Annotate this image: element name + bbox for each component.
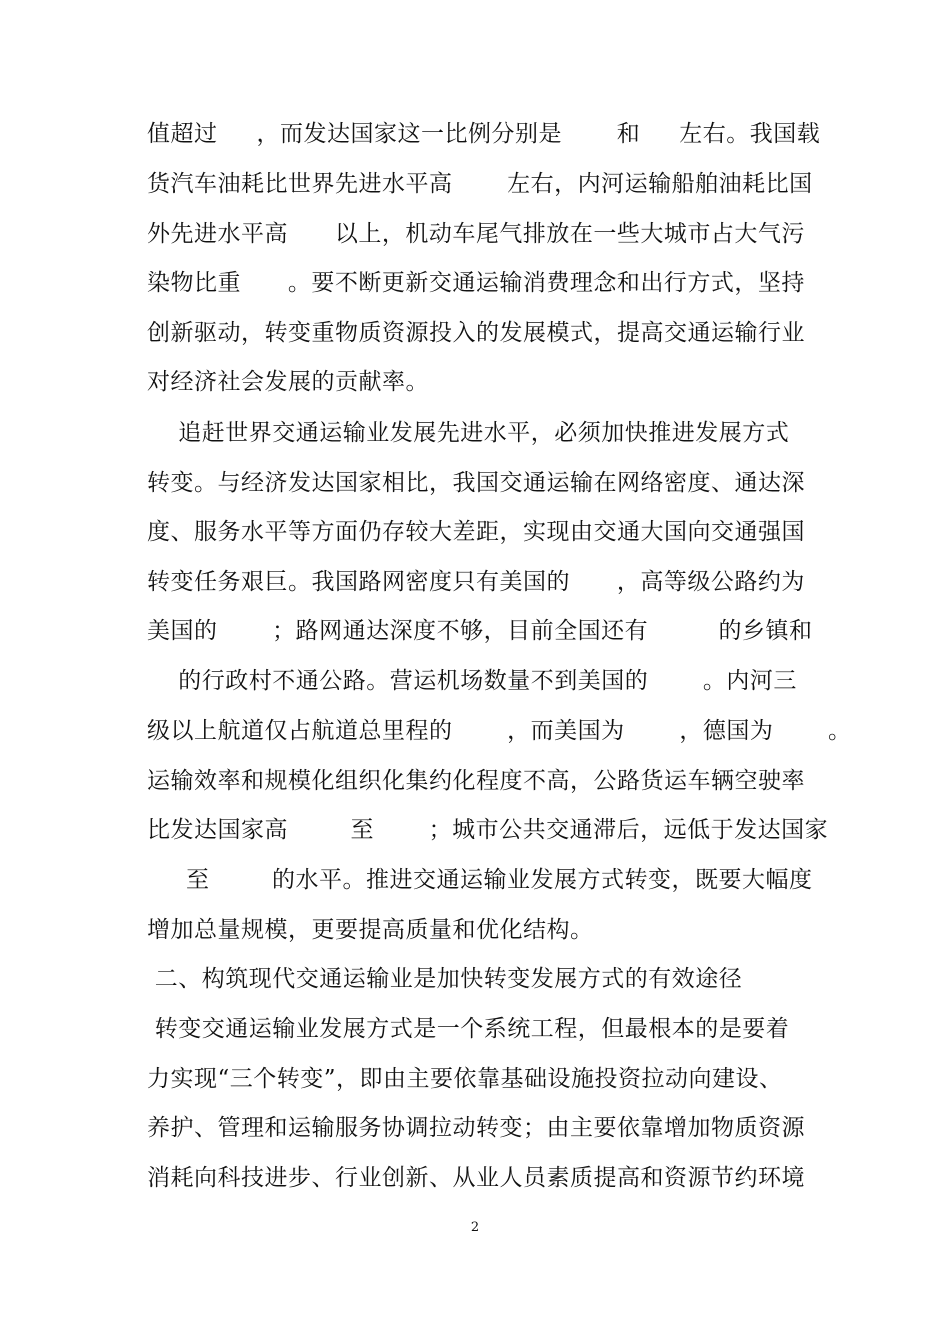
text-line: 度、服务水平等方面仍存较大差距，实现由交通大国向交通强国 — [147, 519, 805, 545]
section-heading: 二、构筑现代交通运输业是加快转变发展方式的有效途径 — [147, 966, 743, 992]
page-number: 2 — [470, 1220, 480, 1235]
text-line: 值超过 ，而发达国家这一比例分别是 和 左右。我国载 — [147, 121, 821, 147]
text-line: 消耗向科技进步、行业创新、从业人员素质提高和资源节约环境 — [147, 1165, 805, 1191]
text-line: 创新驱动，转变重物质资源投入的发展模式，提高交通运输行业 — [147, 320, 805, 346]
text-line: 级以上航道仅占航道总里程的 ，而美国为 ，德国为 。 — [147, 718, 852, 744]
text-line: 转变交通运输业发展方式是一个系统工程，但最根本的是要着 — [147, 1016, 790, 1042]
text-line: 外先进水平高 以上，机动车尾气排放在一些大城市占大气污 — [147, 221, 805, 247]
text-line: 的行政村不通公路。营运机场数量不到美国的 。内河三 — [147, 668, 797, 694]
text-line: 增加总量规模，更要提高质量和优化结构。 — [147, 917, 594, 943]
text-line: 养护、管理和运输服务协调拉动转变；由主要依靠增加物质资源 — [147, 1115, 805, 1141]
text-line: 追赶世界交通运输业发展先进水平，必须加快推进发展方式 — [147, 420, 790, 446]
text-line: 比发达国家高 至 ；城市公共交通滞后，远低于发达国家 — [147, 817, 829, 843]
text-line: 对经济社会发展的贡献率。 — [147, 369, 429, 395]
text-line: 至 的水平。推进交通运输业发展方式转变，既要大幅度 — [147, 867, 813, 893]
text-line: 美国的 ；路网通达深度不够，目前全国还有 的乡镇和 — [147, 618, 813, 644]
text-line: 力实现“三个转变”，即由主要依靠基础设施投资拉动向建设、 — [147, 1066, 783, 1092]
text-line: 转变任务艰巨。我国路网密度只有美国的 ，高等级公路约为 — [147, 569, 805, 595]
text-line: 染物比重 。要不断更新交通运输消费理念和出行方式，坚持 — [147, 270, 805, 296]
text-line: 转变。与经济发达国家相比，我国交通运输在网络密度、通达深 — [147, 470, 805, 496]
text-line: 货汽车油耗比世界先进水平高 左右，内河运输船舶油耗比国 — [147, 171, 813, 197]
text-line: 运输效率和规模化组织化集约化程度不高，公路货运车辆空驶率 — [147, 768, 805, 794]
